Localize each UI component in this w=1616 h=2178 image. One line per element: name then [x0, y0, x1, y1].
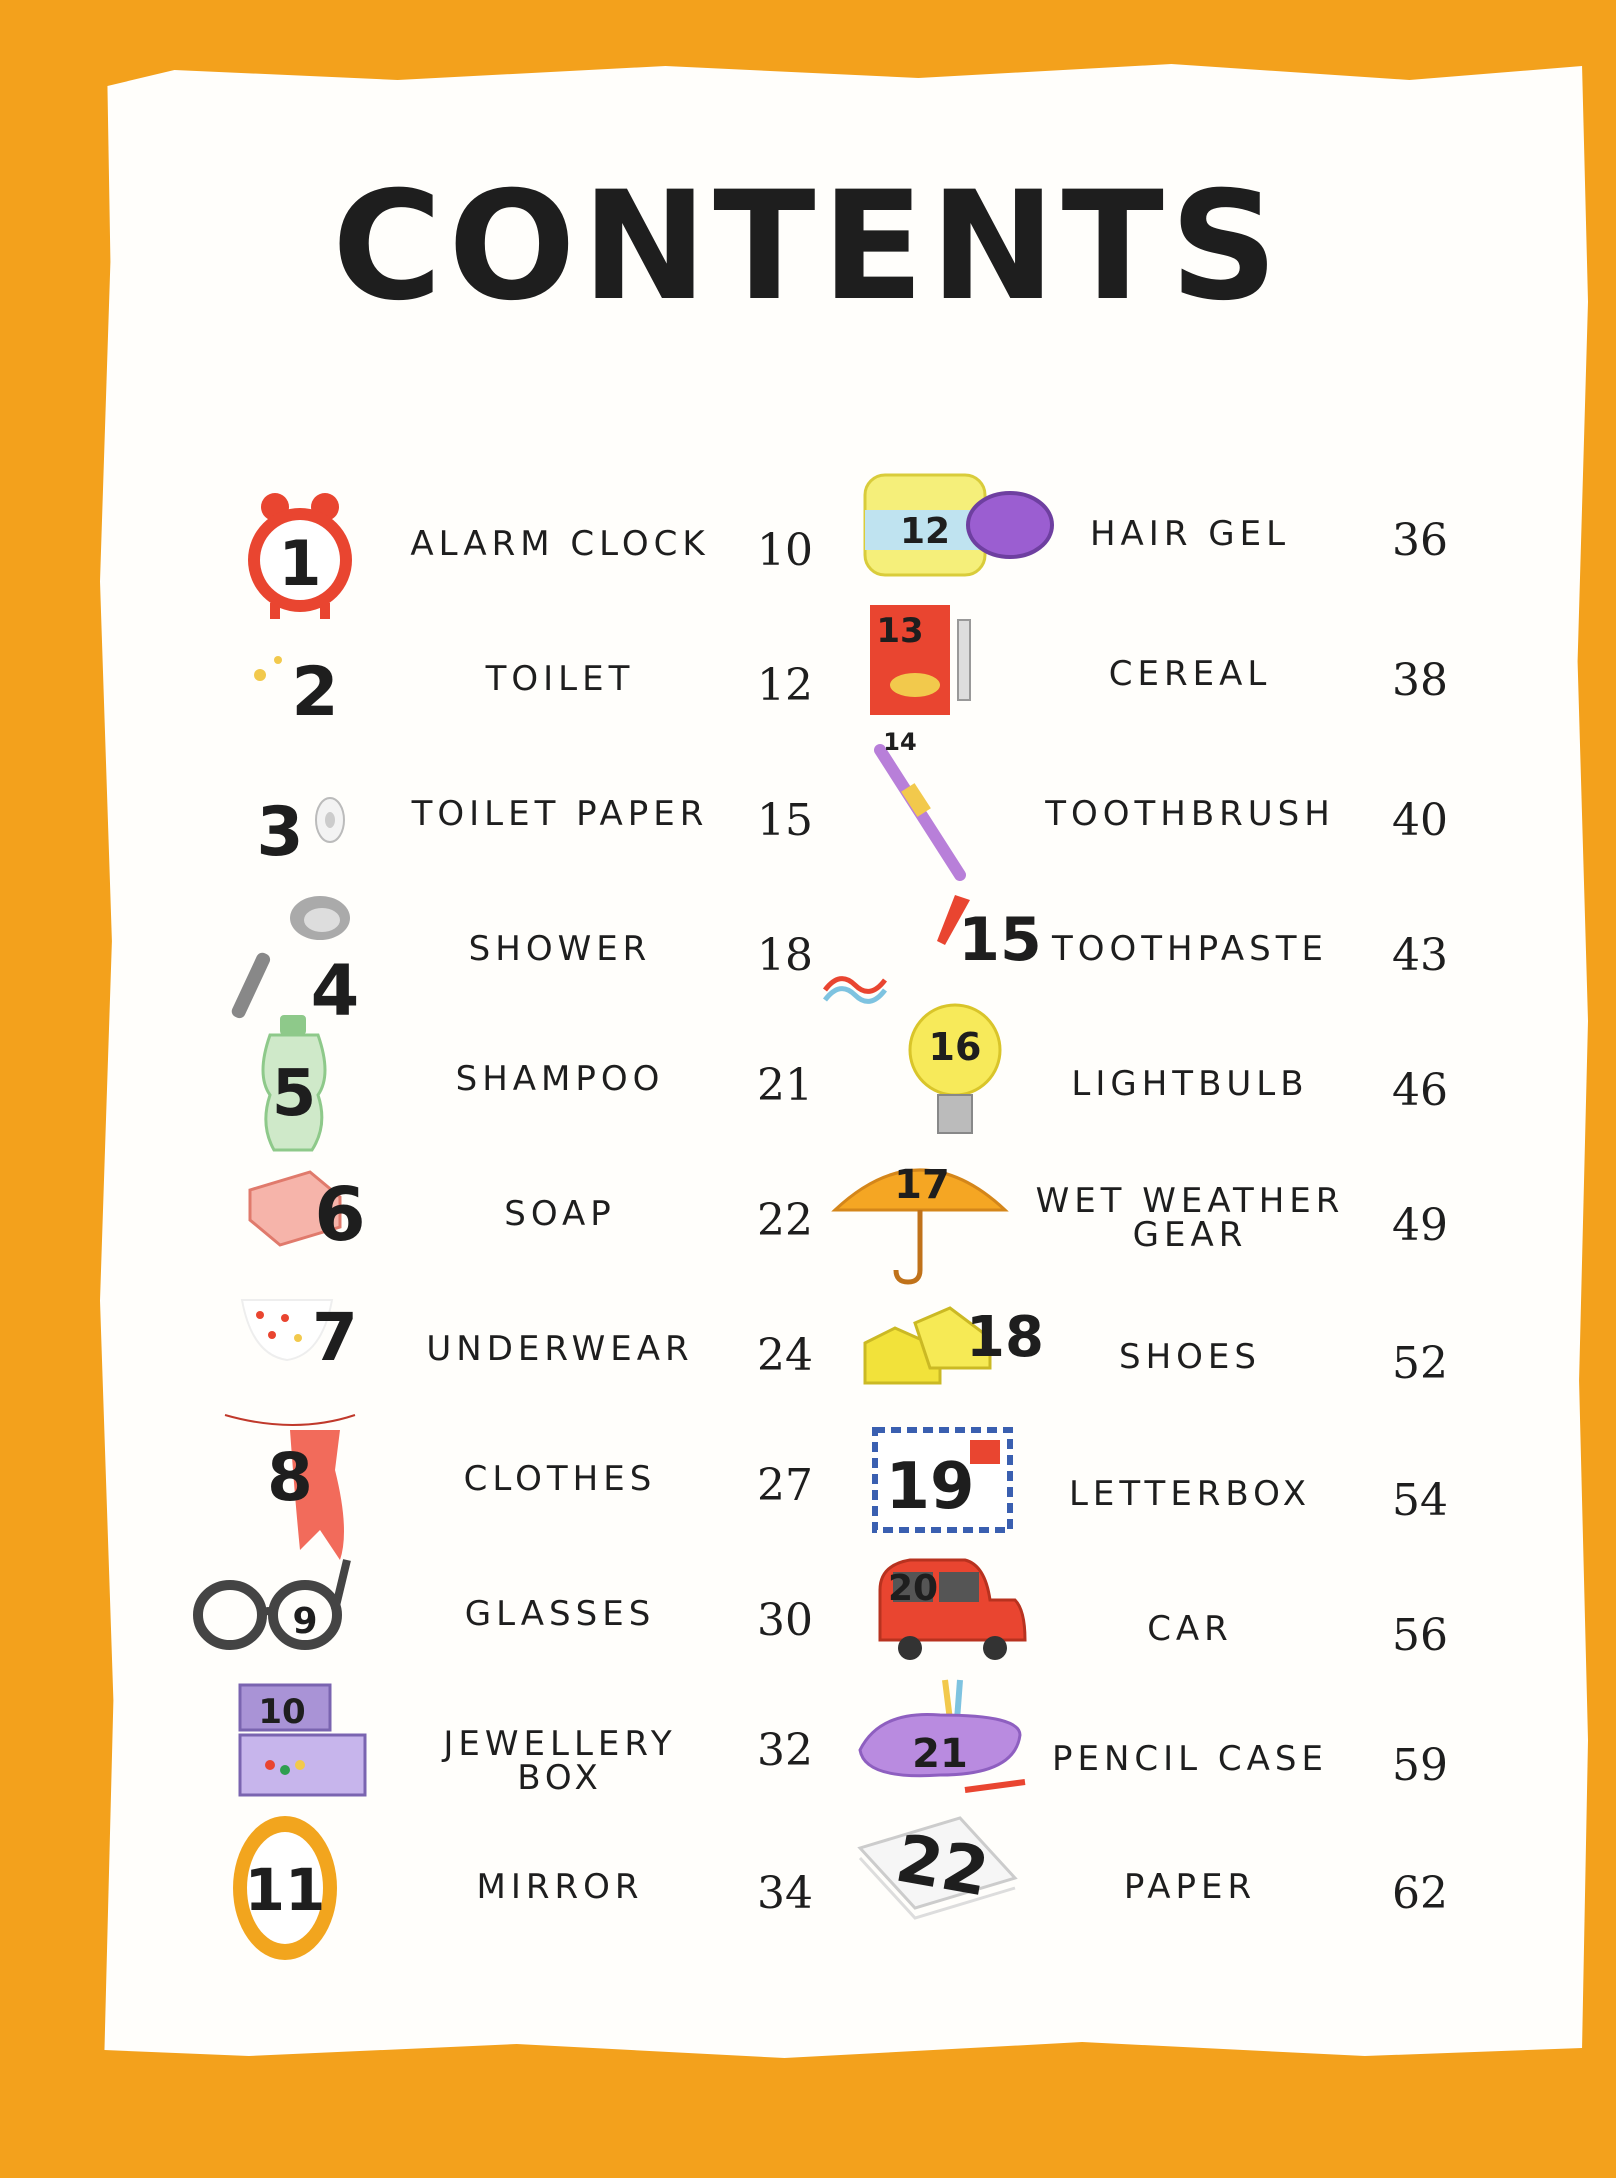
entry-page-number: 32 — [757, 1725, 813, 1776]
svg-text:7: 7 — [312, 1299, 358, 1376]
svg-text:20: 20 — [887, 1568, 939, 1609]
entry-page-number: 24 — [757, 1330, 813, 1381]
entry-page-number: 27 — [757, 1460, 813, 1511]
entry-label: ALARM CLOCK — [410, 524, 710, 564]
toilet-icon — [230, 620, 370, 760]
entry-page-number: 52 — [1392, 1338, 1448, 1389]
entry-page-number: 62 — [1392, 1868, 1448, 1919]
cereal-box-icon — [860, 600, 1000, 740]
svg-text:16: 16 — [928, 1025, 982, 1069]
entry-label: TOOTHPASTE — [1051, 929, 1329, 969]
shoes-icon — [860, 1298, 1044, 1438]
entry-page-number: 46 — [1392, 1065, 1448, 1116]
svg-text:13: 13 — [876, 611, 924, 651]
svg-text:21: 21 — [912, 1731, 968, 1777]
entry-label: GLASSES — [464, 1594, 656, 1634]
toothbrush-icon — [860, 730, 1000, 880]
entry-label: JEWELLERY BOX — [443, 1724, 677, 1798]
entry-label: TOOTHBRUSH — [1045, 794, 1335, 834]
svg-text:3: 3 — [256, 793, 304, 872]
entry-label: CLOTHES — [463, 1459, 657, 1499]
svg-text:18: 18 — [966, 1305, 1044, 1370]
entry-page-number: 34 — [757, 1868, 813, 1919]
entry-label: MIRROR — [476, 1867, 644, 1907]
svg-text:5: 5 — [271, 1057, 317, 1131]
glasses-icon — [185, 1555, 355, 1695]
entry-page-number: 22 — [757, 1195, 813, 1246]
paper-stack-icon — [850, 1808, 1020, 1948]
svg-text:10: 10 — [258, 1692, 306, 1732]
entry-page-number: 21 — [757, 1060, 813, 1111]
entry-page-number: 10 — [757, 525, 813, 576]
entry-label — [1030, 1181, 1350, 1255]
entry-label: SHOES — [1119, 1337, 1261, 1377]
clothes-icon — [230, 1420, 370, 1560]
entry-label: CAR — [1147, 1609, 1233, 1649]
entry-page-number: 30 — [757, 1595, 813, 1646]
svg-text:4: 4 — [310, 950, 360, 1032]
entry-label-line: WET WEATHER — [1035, 1181, 1345, 1221]
entry-page-number: 38 — [1392, 655, 1448, 706]
soap-bar-icon — [230, 1155, 370, 1295]
entry-label: PAPER — [1123, 1867, 1257, 1907]
entry-label: LETTERBOX — [1068, 1474, 1312, 1514]
svg-text:15: 15 — [958, 905, 1042, 975]
entry-label: CEREAL — [1108, 654, 1272, 694]
entry-page-number: 12 — [757, 660, 813, 711]
svg-text:14: 14 — [883, 728, 917, 756]
svg-text:19: 19 — [885, 1450, 975, 1524]
entry-label: SHAMPOO — [455, 1059, 665, 1099]
entry-label: UNDERWEAR — [426, 1329, 694, 1369]
entry-page-number: 15 — [757, 795, 813, 846]
umbrella-icon — [830, 1140, 1010, 1290]
toilet-paper-icon — [230, 755, 370, 895]
entry-page-number: 36 — [1392, 515, 1448, 566]
svg-text:9: 9 — [292, 1601, 318, 1642]
entry-page-number: 59 — [1392, 1740, 1448, 1791]
mirror-icon — [220, 1808, 360, 1968]
entry-page-number: 49 — [1392, 1200, 1448, 1251]
pencil-case-icon — [855, 1675, 1035, 1815]
shampoo-bottle-icon — [230, 1020, 370, 1160]
entry-label: SHOWER — [468, 929, 652, 969]
entry-label: TOILET — [485, 659, 635, 699]
shower-head-icon — [230, 890, 370, 1030]
svg-text:8: 8 — [267, 1439, 313, 1516]
entry-label: TOILET PAPER — [411, 794, 709, 834]
entry-page-number: 56 — [1392, 1610, 1448, 1661]
entry-page-number: 43 — [1392, 930, 1448, 981]
entry-page-number: 18 — [757, 930, 813, 981]
svg-text:11: 11 — [244, 1856, 326, 1924]
entry-page-number: 54 — [1392, 1475, 1448, 1526]
entry-page-number: 40 — [1392, 795, 1448, 846]
svg-text:22: 22 — [890, 1819, 995, 1912]
alarm-clock-icon — [230, 485, 370, 625]
entry-label: HAIR GEL — [1089, 514, 1291, 554]
entry-label-line: GEAR — [1132, 1215, 1248, 1255]
svg-text:17: 17 — [894, 1162, 950, 1208]
entry-label: LIGHTBULB — [1071, 1064, 1309, 1104]
svg-text:2: 2 — [291, 653, 339, 732]
underwear-icon — [230, 1290, 370, 1430]
jewellery-box-icon — [230, 1685, 370, 1825]
page-title: CONTENTS — [332, 160, 1284, 334]
svg-text:6: 6 — [314, 1172, 366, 1258]
letter-envelope-icon — [870, 1420, 1030, 1560]
svg-text:12: 12 — [899, 511, 951, 552]
entry-label: PENCIL CASE — [1052, 1739, 1328, 1779]
entry-label: SOAP — [504, 1194, 616, 1234]
svg-text:1: 1 — [278, 527, 322, 600]
car-icon — [875, 1550, 1035, 1690]
lightbulb-icon — [860, 1000, 1000, 1150]
